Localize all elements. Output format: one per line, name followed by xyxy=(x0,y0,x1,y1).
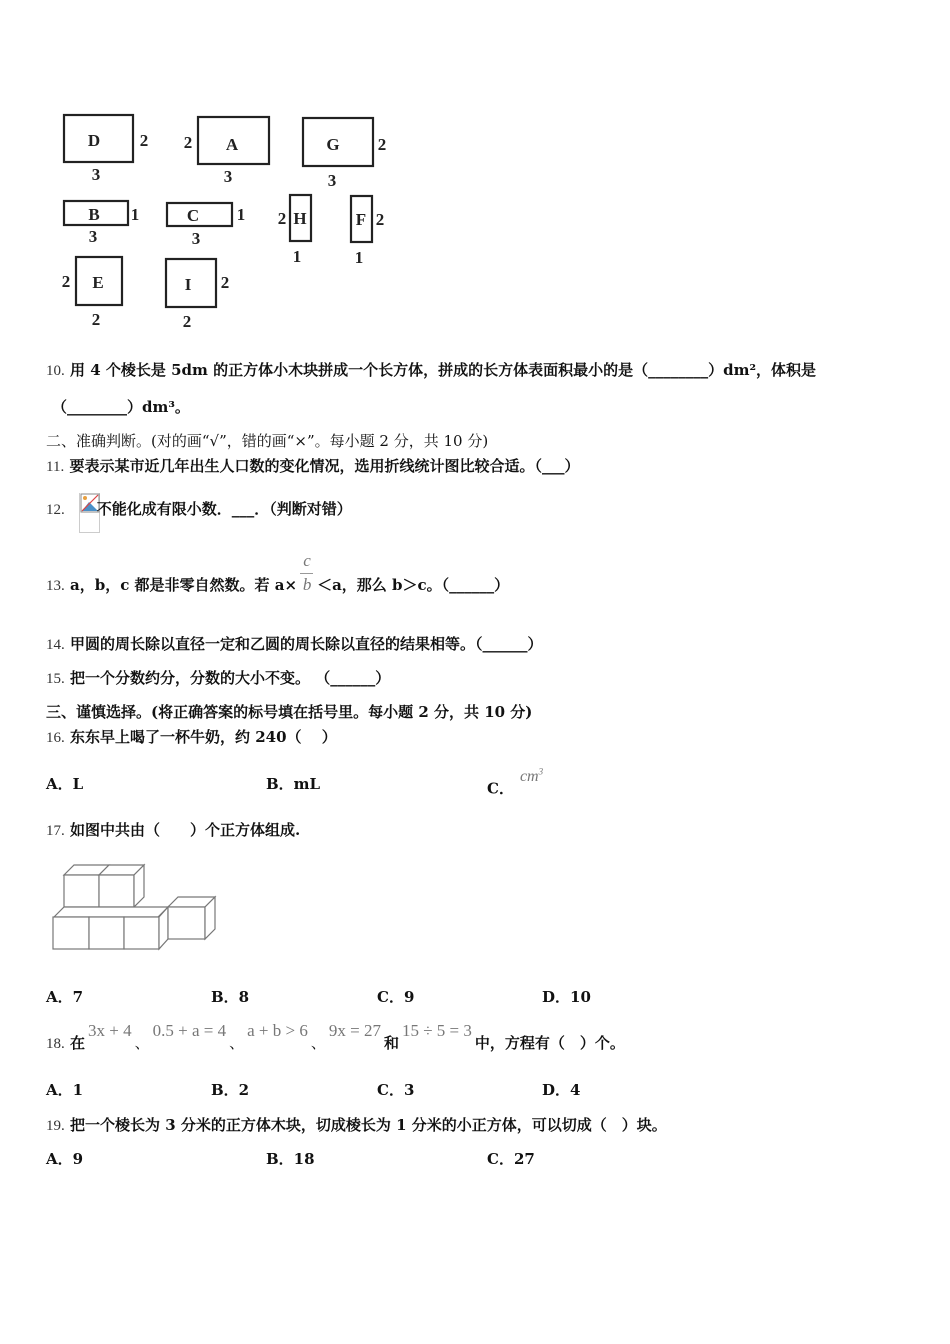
option-c[interactable]: C．27 xyxy=(487,1150,535,1168)
rect-width: 3 xyxy=(91,165,101,184)
rect-width: 2 xyxy=(182,312,192,331)
question-10-cont: （________）dm³。 xyxy=(52,398,190,416)
rect-label: I xyxy=(184,275,192,294)
fraction-bar xyxy=(300,573,313,574)
rect-label: D xyxy=(87,131,101,150)
rect-label: A xyxy=(225,135,239,154)
rect-width: 3 xyxy=(88,227,98,246)
rect-height: 2 xyxy=(375,210,385,229)
separator: 、 xyxy=(229,1034,245,1052)
rect-height: 2 xyxy=(61,272,71,291)
rect-label: B xyxy=(88,205,100,224)
and-word: 和 xyxy=(383,1034,399,1052)
rect-height: 2 xyxy=(183,133,193,152)
option-b[interactable]: B．18 xyxy=(266,1150,315,1168)
option-c[interactable]: C．3 xyxy=(377,1081,415,1099)
expression-5: 15 ÷ 5 = 3 xyxy=(401,1021,472,1040)
option-b[interactable]: B．2 xyxy=(211,1081,250,1099)
rect-width: 1 xyxy=(354,248,364,267)
rect-width: 3 xyxy=(191,229,201,248)
question-18-tail: 中，方程有（ ）个。 xyxy=(474,1034,625,1052)
option-a[interactable]: A．7 xyxy=(46,988,84,1006)
question-14: 14. 甲圆的周长除以直径一定和乙圆的周长除以直径的结果相等。（______） xyxy=(46,635,543,653)
rect-height: 2 xyxy=(220,273,230,292)
rect-width: 1 xyxy=(292,247,302,266)
rect-height: 1 xyxy=(130,205,140,224)
question-13: 13. a，b，c 都是非零自然数。若 a× $\frac{c}{b} <a$，那么 b＞c。（______） xyxy=(46,551,510,594)
rect-height: 2 xyxy=(277,209,287,228)
rect-c xyxy=(167,203,232,226)
option-a[interactable]: A．1 xyxy=(46,1081,84,1099)
option-b[interactable]: B．mL xyxy=(266,775,321,793)
question-17: 17. 如图中共由（ ）个正方体组成. xyxy=(46,821,301,839)
rect-label: H xyxy=(293,209,307,228)
rect-width: 3 xyxy=(223,167,233,186)
rectangles-figure xyxy=(0,0,420,340)
fraction xyxy=(300,551,314,594)
separator: 、 xyxy=(134,1034,150,1052)
question-10: 10. 用 4 个棱长是 5dm 的正方体小木块拼成一个长方体，拼成的长方体表面积最小的是（________）dm²，体积是 xyxy=(46,361,817,379)
question-18: 18. 在3x + 4、0.5 + a = 4、a + b > 6、9x = 27和15 ÷ 5 = 3中，方程有（ ）个。 xyxy=(46,1021,625,1052)
rect-label: F xyxy=(355,210,367,229)
option-a[interactable]: A．9 xyxy=(46,1150,84,1168)
expression-1: 3x + 4 xyxy=(88,1021,132,1040)
rect-width: 2 xyxy=(91,310,101,329)
rect-label: E xyxy=(92,273,104,292)
expression-3: a + b > 6 xyxy=(247,1021,308,1040)
question-19: 19. 把一个棱长为 3 分米的正方体木块，切成棱长为 1 分米的小正方体，可以切成（ ）块。 xyxy=(46,1116,667,1134)
cubes-figure xyxy=(0,855,230,955)
separator: 、 xyxy=(310,1034,326,1052)
rect-height: 2 xyxy=(377,135,387,154)
rect-height: 2 xyxy=(139,131,149,150)
fraction-numerator: c xyxy=(303,551,311,570)
option-c[interactable]: C．9 xyxy=(377,988,415,1006)
question-11: 11. 要表示某市近几年出生人口数的变化情况，选用折线统计图比较合适。（___） xyxy=(46,457,580,475)
rect-height: 1 xyxy=(236,205,246,224)
rect-width: 3 xyxy=(327,171,337,190)
expression-4: 9x = 27 xyxy=(328,1021,381,1040)
fraction-denominator: b xyxy=(302,575,312,594)
section-2-heading: 二、准确判断。(对的画“√”，错的画“×”。每小题 2 分，共 10 分) xyxy=(46,432,489,450)
rect-label: C xyxy=(186,206,200,225)
option-d[interactable]: D．10 xyxy=(542,988,591,1006)
section-3-heading: 三、谨慎选择。(将正确答案的标号填在括号里。每小题 2 分，共 10 分) xyxy=(46,703,533,721)
option-c-unit: $cm^3$ xyxy=(519,767,544,786)
question-12: 12. 不能化成有限小数．___．（判断对错） xyxy=(46,500,352,518)
rect-label: G xyxy=(326,135,340,154)
question-16: 16. 东东早上喝了一杯牛奶，约 240（ ） xyxy=(46,728,337,746)
question-15: 15. 把一个分数约分，分数的大小不变。 （______） xyxy=(46,669,391,687)
option-a[interactable]: A．L xyxy=(46,775,84,793)
option-d[interactable]: D．4 xyxy=(542,1081,581,1099)
expression-2: 0.5 + a = 4 xyxy=(152,1021,227,1040)
option-c[interactable]: C．$cm^3$ xyxy=(487,767,544,798)
option-b[interactable]: B．8 xyxy=(211,988,250,1006)
